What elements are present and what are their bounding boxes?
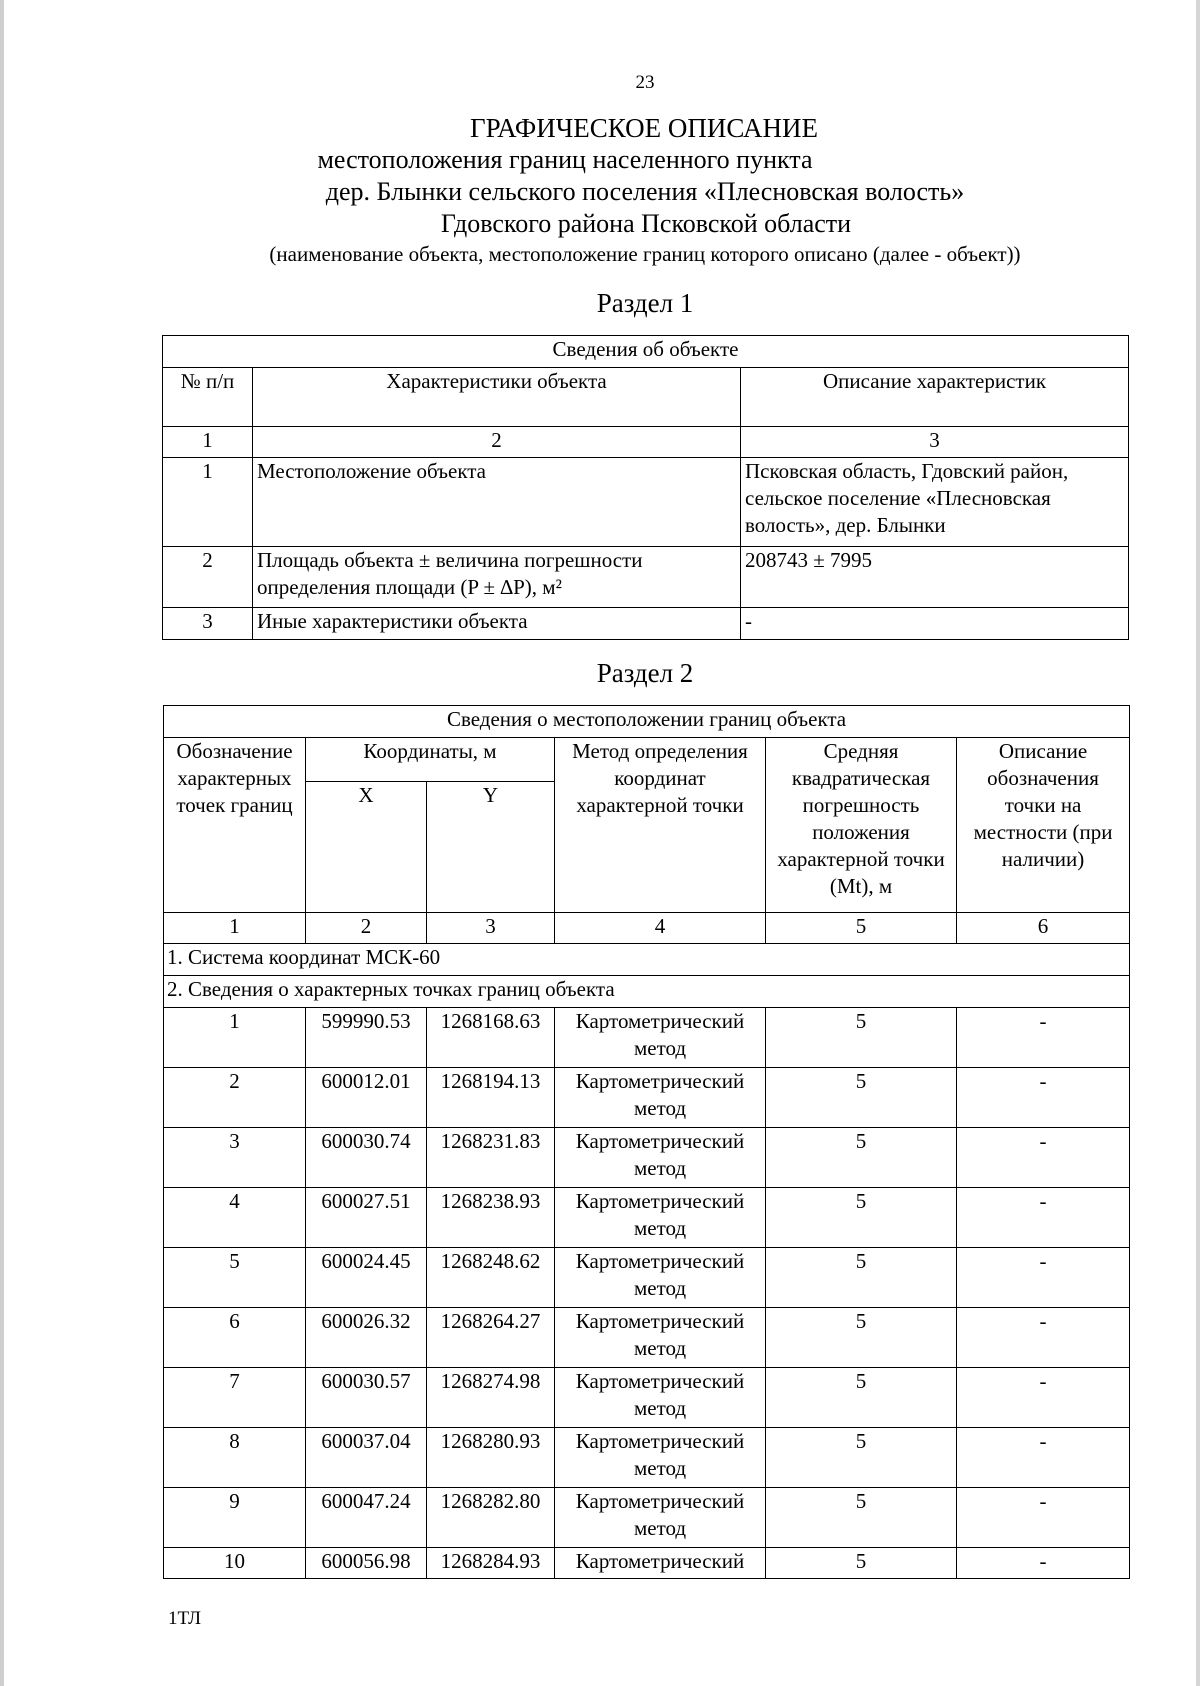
point-description: - [957,1428,1130,1488]
y-coordinate: 1268284.93 [427,1548,555,1579]
method-cell: Картометрический метод [555,1188,766,1248]
y-coordinate: 1268231.83 [427,1128,555,1188]
header-coordinates: Координаты, м [306,738,555,782]
error-cell: 5 [766,1428,957,1488]
point-id: 5 [164,1248,306,1308]
boundary-caption: Сведения о местоположении границ объекта [164,706,1130,738]
error-cell: 5 [766,1188,957,1248]
header-description: Описание характеристик [741,368,1129,427]
y-coordinate: 1268264.27 [427,1308,555,1368]
characteristic-cell: Иные характеристики объекта [253,608,741,640]
title-line-5: (наименование объекта, местоположение границ которого описано (далее - объект)) [269,242,1021,266]
point-description: - [957,1488,1130,1548]
column-number: 2 [306,913,427,944]
x-coordinate: 600012.01 [306,1068,427,1128]
method-cell: Картометрический метод [555,1368,766,1428]
table-row [164,1488,1130,1548]
coordinate-system: 1. Система координат МСК-60 [164,944,1130,976]
object-info-table [162,335,1129,640]
header-num: № п/п [163,368,253,427]
description-cell: Псковская область, Гдовский район, сельское поселение «Плесновская волость», дер. Блынки [741,458,1129,547]
table-row [163,547,1129,608]
column-number: 1 [164,913,306,944]
title-line-3: дер. Блынки сельского поселения «Плесновская волость» [325,177,965,206]
header-point: Обозначение характерных точек границ [164,738,306,913]
point-id: 7 [164,1368,306,1428]
column-number: 2 [253,427,741,458]
title-line-4: Гдовского района Псковской области [440,209,852,238]
x-coordinate: 600037.04 [306,1428,427,1488]
header-characteristic: Характеристики объекта [253,368,741,427]
characteristic-cell: Площадь объекта ± величина погрешности определения площади (P ± ∆P), м² [253,547,741,608]
method-cell: Картометрический метод [555,1248,766,1308]
points-caption: 2. Сведения о характерных точках границ объекта [164,976,1130,1008]
x-coordinate: 600026.32 [306,1308,427,1368]
table-row [164,1368,1130,1428]
point-id: 2 [164,1068,306,1128]
point-description: - [957,1548,1130,1579]
title-line-1: ГРАФИЧЕСКОЕ ОПИСАНИЕ [469,113,819,143]
object-info-caption: Сведения об объекте [163,336,1129,368]
footer-mark: 1ТЛ [168,1608,202,1629]
header-error: Средняя квадратическая погрешность положения характерной точки (Mt), м [766,738,957,913]
point-id: 1 [164,1008,306,1068]
column-number: 4 [555,913,766,944]
column-number: 3 [741,427,1129,458]
point-description: - [957,1188,1130,1248]
table-row [164,1188,1130,1248]
column-number: 5 [766,913,957,944]
points-body [164,1008,1130,1579]
y-coordinate: 1268274.98 [427,1368,555,1428]
error-cell: 5 [766,1368,957,1428]
x-coordinate: 600047.24 [306,1488,427,1548]
point-id: 8 [164,1428,306,1488]
table-row [164,1068,1130,1128]
point-id: 6 [164,1308,306,1368]
description-cell: 208743 ± 7995 [741,547,1129,608]
table-row [163,458,1129,547]
x-coordinate: 600024.45 [306,1248,427,1308]
method-cell: Картометрический метод [555,1428,766,1488]
error-cell: 5 [766,1068,957,1128]
y-coordinate: 1268168.63 [427,1008,555,1068]
table-row [164,1008,1130,1068]
method-cell: Картометрический метод [555,1308,766,1368]
table-row [164,1428,1130,1488]
error-cell: 5 [766,1128,957,1188]
error-cell: 5 [766,1548,957,1579]
section-2-title: Раздел 2 [596,658,694,688]
y-coordinate: 1268248.62 [427,1248,555,1308]
table-row [163,608,1129,640]
method-cell: Картометрический [555,1548,766,1579]
point-id: 4 [164,1188,306,1248]
table-row [164,1248,1130,1308]
method-cell: Картометрический метод [555,1008,766,1068]
column-number: 1 [163,427,253,458]
method-cell: Картометрический метод [555,1128,766,1188]
row-number: 2 [163,547,253,608]
row-number: 1 [163,458,253,547]
header-x: X [306,782,427,913]
x-coordinate: 599990.53 [306,1008,427,1068]
error-cell: 5 [766,1248,957,1308]
boundary-points-table [163,705,1130,1579]
header-y: Y [427,782,555,913]
y-coordinate: 1268280.93 [427,1428,555,1488]
column-number: 6 [957,913,1130,944]
point-description: - [957,1128,1130,1188]
point-description: - [957,1308,1130,1368]
y-coordinate: 1268238.93 [427,1188,555,1248]
characteristic-cell: Местоположение объекта [253,458,741,547]
x-coordinate: 600027.51 [306,1188,427,1248]
x-coordinate: 600030.74 [306,1128,427,1188]
column-number: 3 [427,913,555,944]
x-coordinate: 600056.98 [306,1548,427,1579]
description-cell: - [741,608,1129,640]
point-description: - [957,1008,1130,1068]
error-cell: 5 [766,1008,957,1068]
error-cell: 5 [766,1488,957,1548]
row-number: 3 [163,608,253,640]
page-number: 23 [635,72,655,93]
table-row [164,1308,1130,1368]
point-id: 3 [164,1128,306,1188]
header-point-description: Описание обозначения точки на местности (при наличии) [957,738,1130,913]
table-row [164,1128,1130,1188]
document-title [0,112,1200,268]
y-coordinate: 1268282.80 [427,1488,555,1548]
y-coordinate: 1268194.13 [427,1068,555,1128]
error-cell: 5 [766,1308,957,1368]
header-method: Метод определения координат характерной точки [555,738,766,913]
method-cell: Картометрический метод [555,1488,766,1548]
method-cell: Картометрический метод [555,1068,766,1128]
point-description: - [957,1368,1130,1428]
title-line-2: местоположения границ населенного пункта [317,145,813,174]
point-id: 10 [164,1548,306,1579]
section-1-title: Раздел 1 [596,288,694,318]
point-description: - [957,1068,1130,1128]
x-coordinate: 600030.57 [306,1368,427,1428]
point-description: - [957,1248,1130,1308]
point-id: 9 [164,1488,306,1548]
table-row [164,1548,1130,1579]
